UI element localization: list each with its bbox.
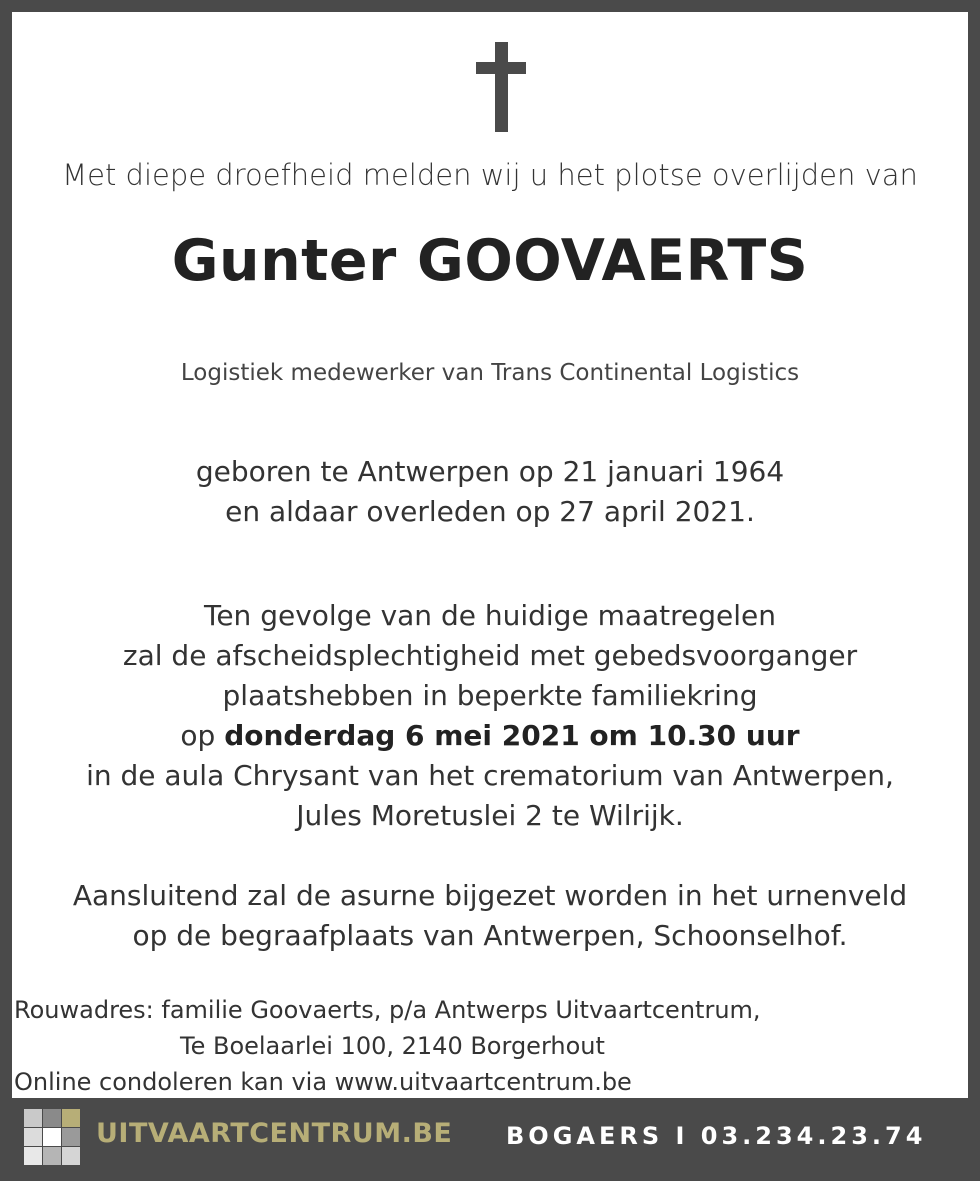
death-line: en aldaar overleden op 27 april 2021.: [225, 495, 755, 528]
ceremony-date: donderdag 6 mei 2021 om 10.30 uur: [224, 719, 800, 752]
ceremony-line: plaatshebben in beperkte familiekring: [222, 679, 758, 712]
address-line: Rouwadres: familie Goovaerts, p/a Antwerps Uitvaartcentrum,: [14, 996, 761, 1024]
ceremony-date-line: [12, 716, 968, 756]
birth-line: geboren te Antwerpen op 21 januari 1964: [195, 455, 785, 488]
intro-text: Met diepe droefheid melden wij u het plotse overlijden van: [62, 158, 918, 192]
cross-icon: [476, 42, 526, 132]
ceremony-info: [12, 596, 968, 836]
contact-info: BOGAERS I 03.234.23.74: [506, 1122, 927, 1150]
burial-line: Aansluitend zal de asurne bijgezet worden in het urnenveld: [72, 879, 908, 912]
burial-line: op de begraafplaats van Antwerpen, Schoonselhof.: [132, 919, 848, 952]
deceased-name: Gunter GOOVAERTS: [171, 228, 809, 294]
footer-bar: [0, 1098, 980, 1181]
obituary-card: [12, 12, 968, 1098]
brand-name: UITVAARTCENTRUM.BE: [96, 1118, 453, 1149]
address-line: Te Boelaarlei 100, 2140 Borgerhout: [180, 1032, 605, 1060]
mourning-address: [14, 992, 761, 1100]
birth-death-info: [12, 452, 968, 532]
ceremony-line: zal de afscheidsplechtigheid met gebedsvoorganger: [122, 639, 858, 672]
ceremony-date-prefix: op: [180, 719, 216, 752]
occupation: Logistiek medewerker van Trans Continental Logistics: [180, 360, 800, 386]
uitvaartcentrum-logo-icon: [24, 1109, 80, 1165]
ceremony-line: Jules Moretuslei 2 te Wilrijk.: [296, 799, 684, 832]
ceremony-line: Ten gevolge van de huidige maatregelen: [203, 599, 777, 632]
burial-info: [12, 876, 968, 956]
ceremony-line: in de aula Chrysant van het crematorium van Antwerpen,: [86, 759, 894, 792]
condolence-line: Online condoleren kan via www.uitvaartcentrum.be: [14, 1068, 632, 1096]
